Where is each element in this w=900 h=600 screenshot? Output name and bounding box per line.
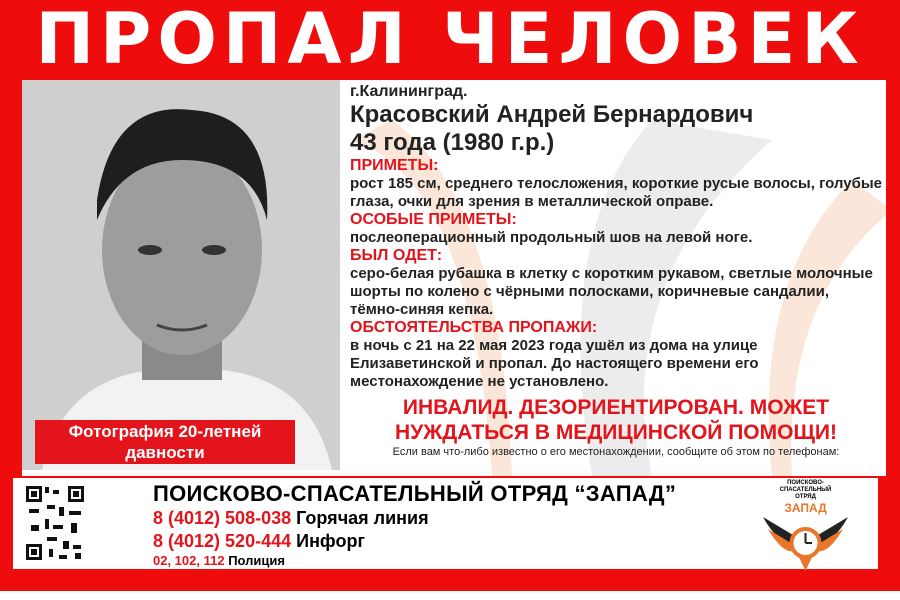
section-text: в ночь с 21 на 22 мая 2023 года ушёл из дома на улице Елизаветинской и пропал. До настоящего времени его местонахождение не установлено. — [350, 337, 759, 390]
section-features — [350, 157, 882, 211]
wings-clock-icon — [758, 515, 853, 573]
person-info — [350, 82, 882, 459]
poster-title: ПРОПАЛ ЧЕЛОВЕК — [35, 0, 865, 80]
organization-name: ПОИСКОВО-СПАСАТЕЛЬНЫЙ ОТРЯД “ЗАПАД” — [153, 481, 677, 506]
phone-number[interactable]: 8 (4012) 508-038 — [153, 508, 292, 528]
contacts-box — [13, 478, 878, 569]
content-panel — [22, 80, 886, 476]
section-text: послеоперационный продольный шов на левой ноге. — [350, 229, 753, 246]
section-label: БЫЛ ОДЕТ: — [350, 247, 443, 264]
phone-hotline — [153, 508, 429, 529]
section-text: рост 185 см, среднего телосложения, короткие русые волосы, голубые глаза, очки для зрения в металлической оправе. — [350, 175, 883, 210]
person-name: Красовский Андрей Бернардович — [350, 101, 754, 128]
photo-caption: Фотография 20-летней давности — [35, 420, 295, 464]
section-text: серо-белая рубашка в клетку с коротким рукавом, светлые молочные шорты по колено с чёрными полосками, коричневые сандалии, тёмно-синяя кепка. — [350, 265, 873, 318]
phone-number[interactable]: 02, 102, 112 — [153, 553, 225, 568]
phone-number[interactable]: 8 (4012) 520-444 — [153, 531, 292, 551]
section-clothing — [350, 247, 882, 319]
logo-caption: ПОИСКОВО-СПАСАТЕЛЬНЫЙ ОТРЯД — [779, 480, 832, 500]
section-circumstances — [350, 319, 882, 391]
org-logo — [758, 480, 853, 568]
warning-text: ИНВАЛИД. ДЕЗОРИЕНТИРОВАН. МОЖЕТ НУЖДАТЬСЯ В МЕДИЦИНСКОЙ ПОМОЩИ! — [395, 396, 837, 444]
city: г.Калининград. — [350, 83, 468, 100]
person-silhouette — [22, 80, 340, 470]
section-special-features — [350, 211, 882, 247]
phone-inforg — [153, 531, 365, 552]
section-label: ОСОБЫЕ ПРИМЕТЫ: — [350, 211, 517, 228]
section-label: ОБСТОЯТЕЛЬСТВА ПРОПАЖИ: — [350, 319, 598, 336]
section-label: ПРИМЕТЫ: — [350, 157, 439, 174]
phone-label: Горячая линия — [296, 508, 429, 528]
phone-label: Инфорг — [296, 531, 365, 551]
logo-name: ЗАПАД — [784, 501, 827, 515]
missing-person-photo — [22, 80, 340, 470]
qr-code[interactable] — [25, 485, 85, 561]
contact-request: Если вам что-либо известно о его местонахождении, сообщите об этом по телефонам: — [392, 446, 840, 458]
phone-label: Полиция — [228, 553, 285, 568]
person-age: 43 года (1980 г.р.) — [350, 129, 555, 156]
phone-police — [153, 553, 285, 568]
